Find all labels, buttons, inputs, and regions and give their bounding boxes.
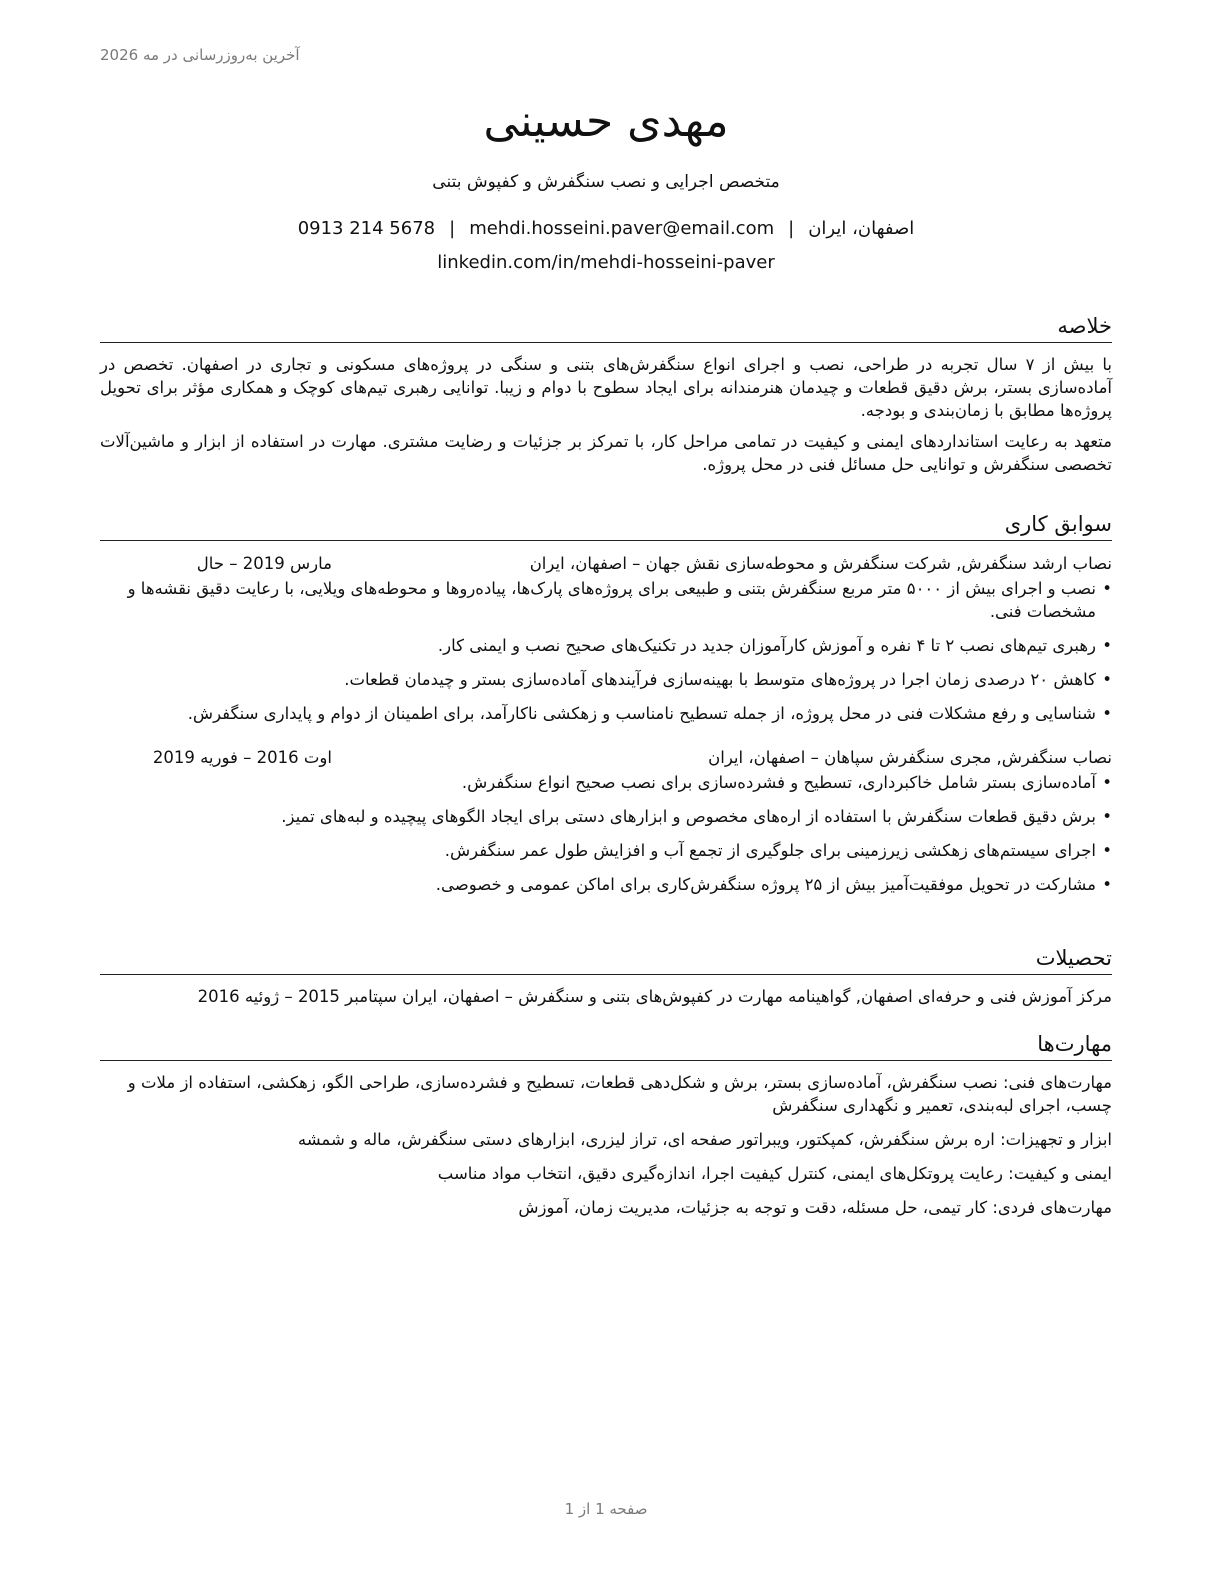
resume-header bbox=[100, 92, 1112, 276]
job-date: اوت 2016 – فوریه 2019 bbox=[152, 748, 332, 767]
resume-page bbox=[100, 0, 1112, 1584]
linkedin-link[interactable]: linkedin.com/in/mehdi-hosseini-paver bbox=[437, 252, 775, 273]
bullet-item: • برش دقیق قطعات سنگفرش با استفاده از اره‌های مخصوص و ابزارهای دستی برای ایجاد الگوهای پیچیده و لبه‌های تمیز. bbox=[100, 805, 1112, 828]
experience-section bbox=[100, 510, 1112, 907]
skills-section bbox=[100, 1030, 1112, 1230]
person-name: مهدی حسینی bbox=[483, 96, 729, 147]
job-entry bbox=[100, 551, 1112, 725]
bullet-item: • کاهش ۲۰ درصدی زمان اجرا در پروژه‌های متوسط با بهینه‌سازی فرآیندهای آماده‌سازی بستر و چیدمان قطعات. bbox=[100, 668, 1112, 691]
bullet-item: • نصب و اجرای بیش از ۵۰۰۰ متر مربع سنگفرش بتنی و طبیعی برای پروژه‌های پارک‌ها، پیاده‌روها و محوطه‌های ویلایی، با رعایت دقیق نقشه‌ها و مشخصات فنی. bbox=[100, 577, 1112, 623]
bullet-item: • شناسایی و رفع مشکلات فنی در محل پروژه، از جمله تسطیح نامناسب و زهکشی ناکارآمد، برای اطمینان از دوام و پایداری سنگفرش. bbox=[100, 702, 1112, 725]
bullet-item: • اجرای سیستم‌های زهکشی زیرزمینی برای جلوگیری از تجمع آب و افزایش طول عمر سنگفرش. bbox=[100, 839, 1112, 862]
job-header bbox=[100, 745, 1112, 771]
job-date: مارس 2019 – حال bbox=[196, 554, 332, 573]
skill-line: مهارت‌های فنی: نصب سنگفرش، آماده‌سازی بستر، برش و شکل‌دهی قطعات، تسطیح و فشرده‌سازی، طراحی الگو، زهکشی، استفاده از ملات و چسب، اجرای لبه‌بندی، تعمیر و نگهداری سنگفرش bbox=[127, 1073, 1112, 1115]
job-title: نصاب ارشد سنگفرش, شرکت سنگفرش و محوطه‌سازی نقش جهان – اصفهان، ایران bbox=[529, 554, 1112, 573]
skill-line: ایمنی و کیفیت: رعایت پروتکل‌های ایمنی، کنترل کیفیت اجرا، اندازه‌گیری دقیق، انتخاب مواد مناسب bbox=[437, 1164, 1112, 1183]
job-header bbox=[100, 551, 1112, 577]
job-bullets bbox=[100, 577, 1112, 725]
separator: | bbox=[788, 218, 795, 239]
phone-number: 0913 214 5678 bbox=[297, 218, 436, 239]
last-updated: آخرین به‌روزرسانی در مه 2026 bbox=[100, 46, 300, 64]
location: اصفهان، ایران bbox=[808, 218, 915, 239]
education-section bbox=[100, 944, 1112, 1019]
job-title: نصاب سنگفرش, مجری سنگفرش سپاهان – اصفهان، ایران bbox=[708, 748, 1112, 767]
job-entry bbox=[100, 745, 1112, 896]
job-subtitle: متخصص اجرایی و نصب سنگفرش و کفپوش بتنی bbox=[432, 172, 780, 192]
section-title-summary: خلاصه bbox=[100, 312, 1112, 343]
skill-line: مهارت‌های فردی: کار تیمی، حل مسئله، دقت و توجه به جزئیات، مدیریت زمان، آموزش bbox=[518, 1198, 1112, 1217]
bullet-item: • رهبری تیم‌های نصب ۲ تا ۴ نفره و آموزش کارآموزان جدید در تکنیک‌های صحیح نصب و ایمنی کار. bbox=[100, 634, 1112, 657]
summary-section bbox=[100, 312, 1112, 484]
education-entry: مرکز آموزش فنی و حرفه‌ای اصفهان, گواهینامه مهارت در کفپوش‌های بتنی و سنگفرش – اصفهان، ایران سپتامبر 2015 – ژوئیه 2016 bbox=[197, 987, 1112, 1006]
contact-line bbox=[100, 216, 1112, 242]
summary-paragraph: متعهد به رعایت استانداردهای ایمنی و کیفیت در تمامی مراحل کار، با تمرکز بر جزئیات و رضایت مشتری. مهارت در استفاده از ابزار و ماشین‌آلات تخصصی سنگفرش و توانایی حل مسائل فنی در محل پروژه. bbox=[100, 432, 1112, 474]
bullet-item: • آماده‌سازی بستر شامل خاکبرداری، تسطیح و فشرده‌سازی برای نصب صحیح انواع سنگفرش. bbox=[100, 771, 1112, 794]
bullet-item: • مشارکت در تحویل موفقیت‌آمیز بیش از ۲۵ پروژه سنگفرش‌کاری برای اماکن عمومی و خصوصی. bbox=[100, 873, 1112, 896]
separator: | bbox=[449, 218, 456, 239]
skill-line: ابزار و تجهیزات: اره برش سنگفرش، کمپکتور، ویبراتور صفحه ای، تراز لیزری، ابزارهای دستی سنگفرش، ماله و شمشه bbox=[297, 1130, 1112, 1149]
job-bullets bbox=[100, 771, 1112, 896]
page-number: صفحه 1 از 1 bbox=[564, 1500, 648, 1518]
summary-paragraph: با بیش از ۷ سال تجربه در طراحی، نصب و اجرای انواع سنگفرش‌های بتنی و سنگی در پروژه‌های مسکونی و تجاری در اصفهان. تخصص در آماده‌سازی بستر، برش دقیق قطعات و چیدمان هنرمندانه برای ایجاد سطوح با دوام و زیبا. توانایی رهبری تیم‌های کوچک و همکاری مؤثر برای تحویل پروژه‌ها مطابق با زمان‌بندی و بودجه. bbox=[100, 355, 1112, 420]
email-link[interactable]: mehdi.hosseini.paver@email.com bbox=[469, 218, 775, 239]
section-title-education: تحصیلات bbox=[100, 944, 1112, 975]
section-title-experience: سوابق کاری bbox=[100, 510, 1112, 541]
section-title-skills: مهارت‌ها bbox=[100, 1030, 1112, 1061]
